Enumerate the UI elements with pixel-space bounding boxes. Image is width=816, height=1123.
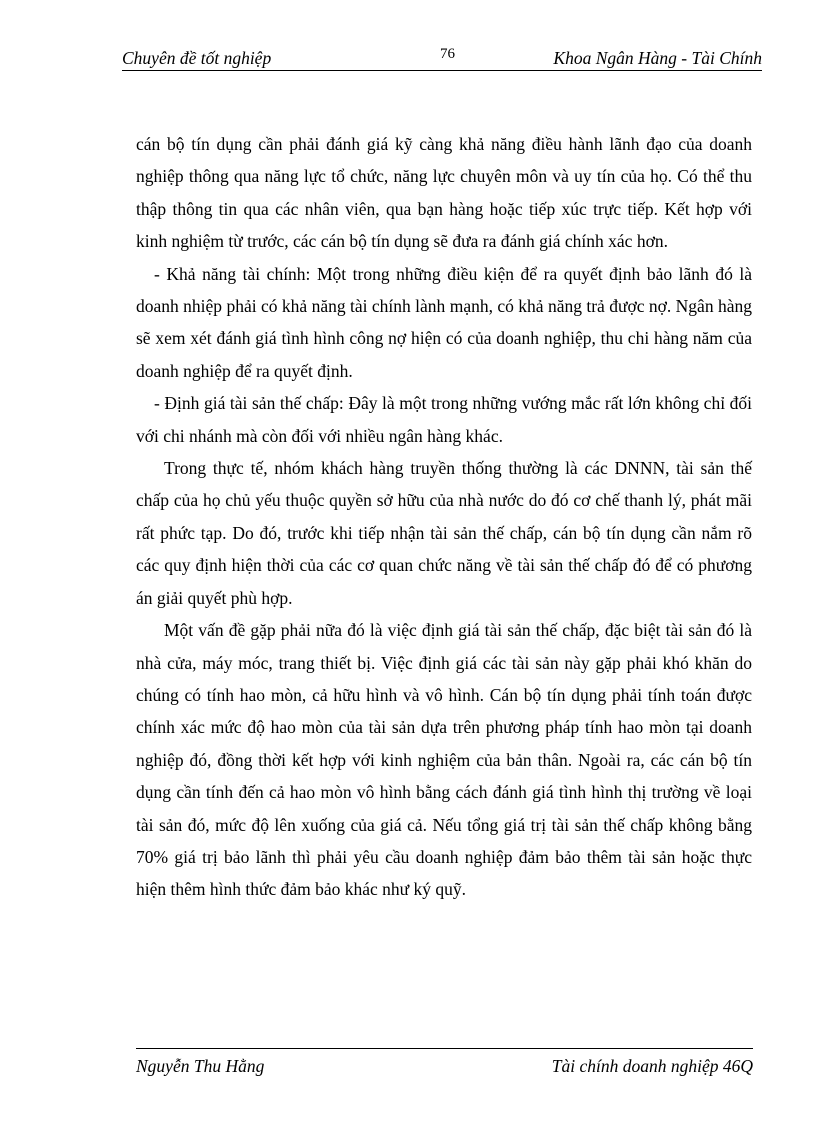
paragraph-2: - Khả năng tài chính: Một trong những điều kiện để ra quyết định bảo lãnh đó là doanh nhiệp phải có khả năng tài chính lành mạnh, có khả năng trả được nợ. Ngân hàng sẽ xem xét đánh giá tình hình công nợ hiện có của doanh nghiệp, thu chi hàng năm của doanh nghiệp để ra quyết định. [136,263,752,381]
paragraph-1: cán bộ tín dụng cần phải đánh giá kỹ càng khả năng điều hành lãnh đạo của doanh nghiệp thông qua năng lực tổ chức, năng lực chuyên môn và uy tín của họ. Có thể thu thập thông tin qua các nhân viên, qua bạn hàng hoặc tiếp xúc trực tiếp. Kết hợp với kinh nghiệm từ trước, các cán bộ tín dụng sẽ đưa ra đánh giá chính xác hơn. [136,134,752,252]
footer-author: Nguyễn Thu Hằng [136,1056,265,1076]
page-footer [136,1048,753,1075]
paragraph-3: - Định giá tài sản thế chấp: Đây là một trong những vướng mắc rất lớn không chỉ đối với chi nhánh mà còn đối với nhiều ngân hàng khác. [136,393,752,446]
header-title: Chuyên đề tốt nghiệp [122,48,272,68]
page-header [122,46,762,71]
paragraph-4: Trong thực tế, nhóm khách hàng truyền thống thường là các DNNN, tài sản thế chấp của họ chủ yếu thuộc quyền sở hữu của nhà nước do đó cơ chế thanh lý, phát mãi rất phức tạp. Do đó, trước khi tiếp nhận tài sản thế chấp, cán bộ tín dụng cần nắm rõ các quy định hiện thời của các cơ quan chức năng về tài sản thế chấp đó để có phương án giải quyết phù hợp. [136,458,752,608]
header-department: Khoa Ngân Hàng - Tài Chính [553,48,762,68]
paragraph-5: Một vấn đề gặp phải nữa đó là việc định giá tài sản thế chấp, đặc biệt tài sản đó là nhà cửa, máy móc, trang thiết bị. Việc định giá các tài sản này gặp phải khó khăn do chúng có tính hao mòn, cả hữu hình và vô hình. Cán bộ tín dụng phải tính toán được chính xác mức độ hao mòn của tài sản dựa trên phương pháp tính hao mòn tại doanh nghiệp đó, đồng thời kết hợp với kinh nghiệm của bản thân. Ngoài ra, các cán bộ tín dụng cần tính đến cả hao mòn vô hình bằng cách đánh giá tình hình thị trường về loại tài sản đó, mức độ lên xuống của giá cả. Nếu tổng giá trị tài sản thế chấp không bằng 70% giá trị bảo lãnh thì phải yêu cầu doanh nghiệp đảm bảo thêm tài sản hoặc thực hiện thêm hình thức đảm bảo khác như ký quỹ. [136,620,752,900]
footer-class: Tài chính doanh nghiệp 46Q [551,1056,753,1076]
page-number: 76 [440,46,455,62]
document-body [136,128,752,906]
